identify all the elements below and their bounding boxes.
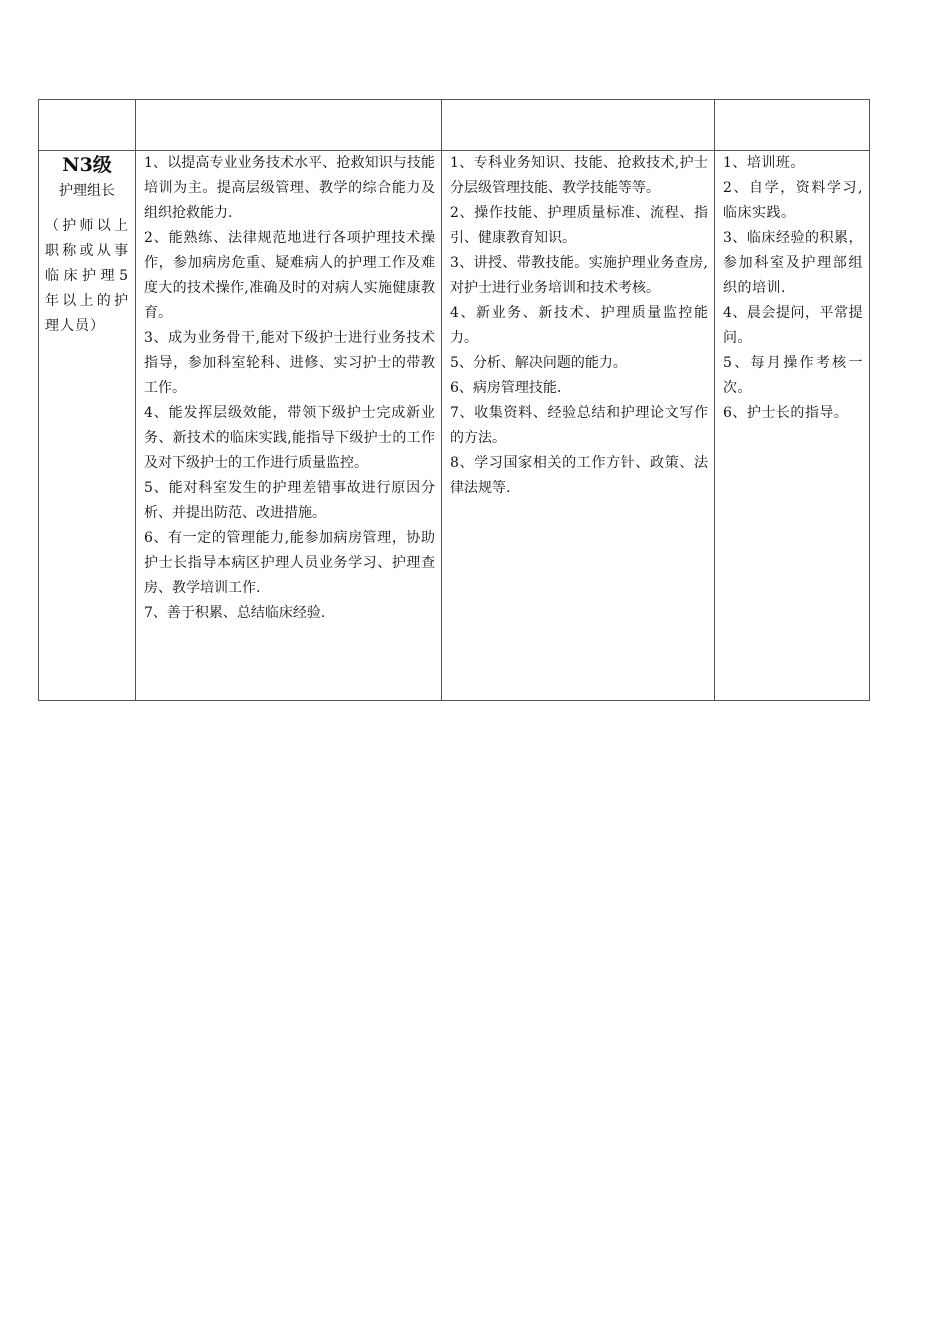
training-table	[38, 99, 870, 701]
list-item: 5、分析、解决问题的能力。	[450, 355, 627, 371]
table-header-row	[39, 100, 870, 151]
abilities-cell	[136, 151, 442, 701]
list-item: 2、能熟练、法律规范地进行各项护理技术操作，参加病房危重、疑难病人的护理工作及难度大的技术操作,准确及时的对病人实施健康教育。	[144, 230, 435, 321]
header-cell-level	[39, 100, 136, 151]
list-item: 6、有一定的管理能力,能参加病房管理，协助护士长指导本病区护理人员业务学习、护理查房、教学培训工作.	[144, 530, 435, 596]
list-item: 4、能发挥层级效能，带领下级护士完成新业务、新技术的临床实践,能指导下级护士的工作及对下级护士的工作进行质量监控。	[144, 405, 435, 471]
methods-cell	[715, 151, 870, 701]
level-title: N3级	[62, 154, 112, 176]
abilities-list	[144, 151, 435, 626]
list-item: 1、以提高专业业务技术水平、抢救知识与技能培训为主。提高层级管理、教学的综合能力及组织抢救能力.	[144, 155, 435, 221]
list-item: 5、每月操作考核一次。	[723, 355, 863, 396]
list-item: 4、新业务、新技术、护理质量监控能力。	[450, 305, 708, 346]
header-cell-contents	[442, 100, 715, 151]
list-item: 3、成为业务骨干,能对下级护士进行业务技术指导，参加科室轮科、进修、实习护士的带教工作。	[144, 330, 435, 396]
list-item: 6、病房管理技能.	[450, 380, 562, 396]
contents-cell	[442, 151, 715, 701]
list-item: 6、护士长的指导。	[723, 405, 849, 421]
contents-list	[450, 151, 708, 501]
list-item: 3、讲授、带教技能。实施护理业务查房,对护士进行业务培训和技术考核。	[450, 255, 708, 296]
list-item: 5、能对科室发生的护理差错事故进行原因分析、并提出防范、改进措施。	[144, 480, 435, 521]
level-role: 护理组长	[59, 183, 115, 199]
list-item: 2、自学，资料学习,临床实践。	[723, 180, 863, 221]
list-item: 1、专科业务知识、技能、抢救技术,护士分层级管理技能、教学技能等等。	[450, 155, 708, 196]
methods-list	[723, 151, 863, 426]
list-item: 3、临床经验的积累，参加科室及护理部组织的培训.	[723, 230, 863, 296]
level-requirement: （护师以上职称或从事临床护理5年以上的护理人员）	[45, 218, 129, 334]
list-item: 8、学习国家相关的工作方针、政策、法律法规等.	[450, 455, 708, 496]
list-item: 2、操作技能、护理质量标准、流程、指引、健康教育知识。	[450, 205, 708, 246]
list-item: 1、培训班。	[723, 155, 805, 171]
list-item: 7、收集资料、经验总结和护理论文写作的方法。	[450, 405, 708, 446]
level-cell	[39, 151, 136, 701]
list-item: 4、晨会提问，平常提问。	[723, 305, 863, 346]
table-row	[39, 151, 870, 701]
list-item: 7、善于积累、总结临床经验.	[144, 605, 326, 621]
header-cell-abilities	[136, 100, 442, 151]
header-cell-methods	[715, 100, 870, 151]
